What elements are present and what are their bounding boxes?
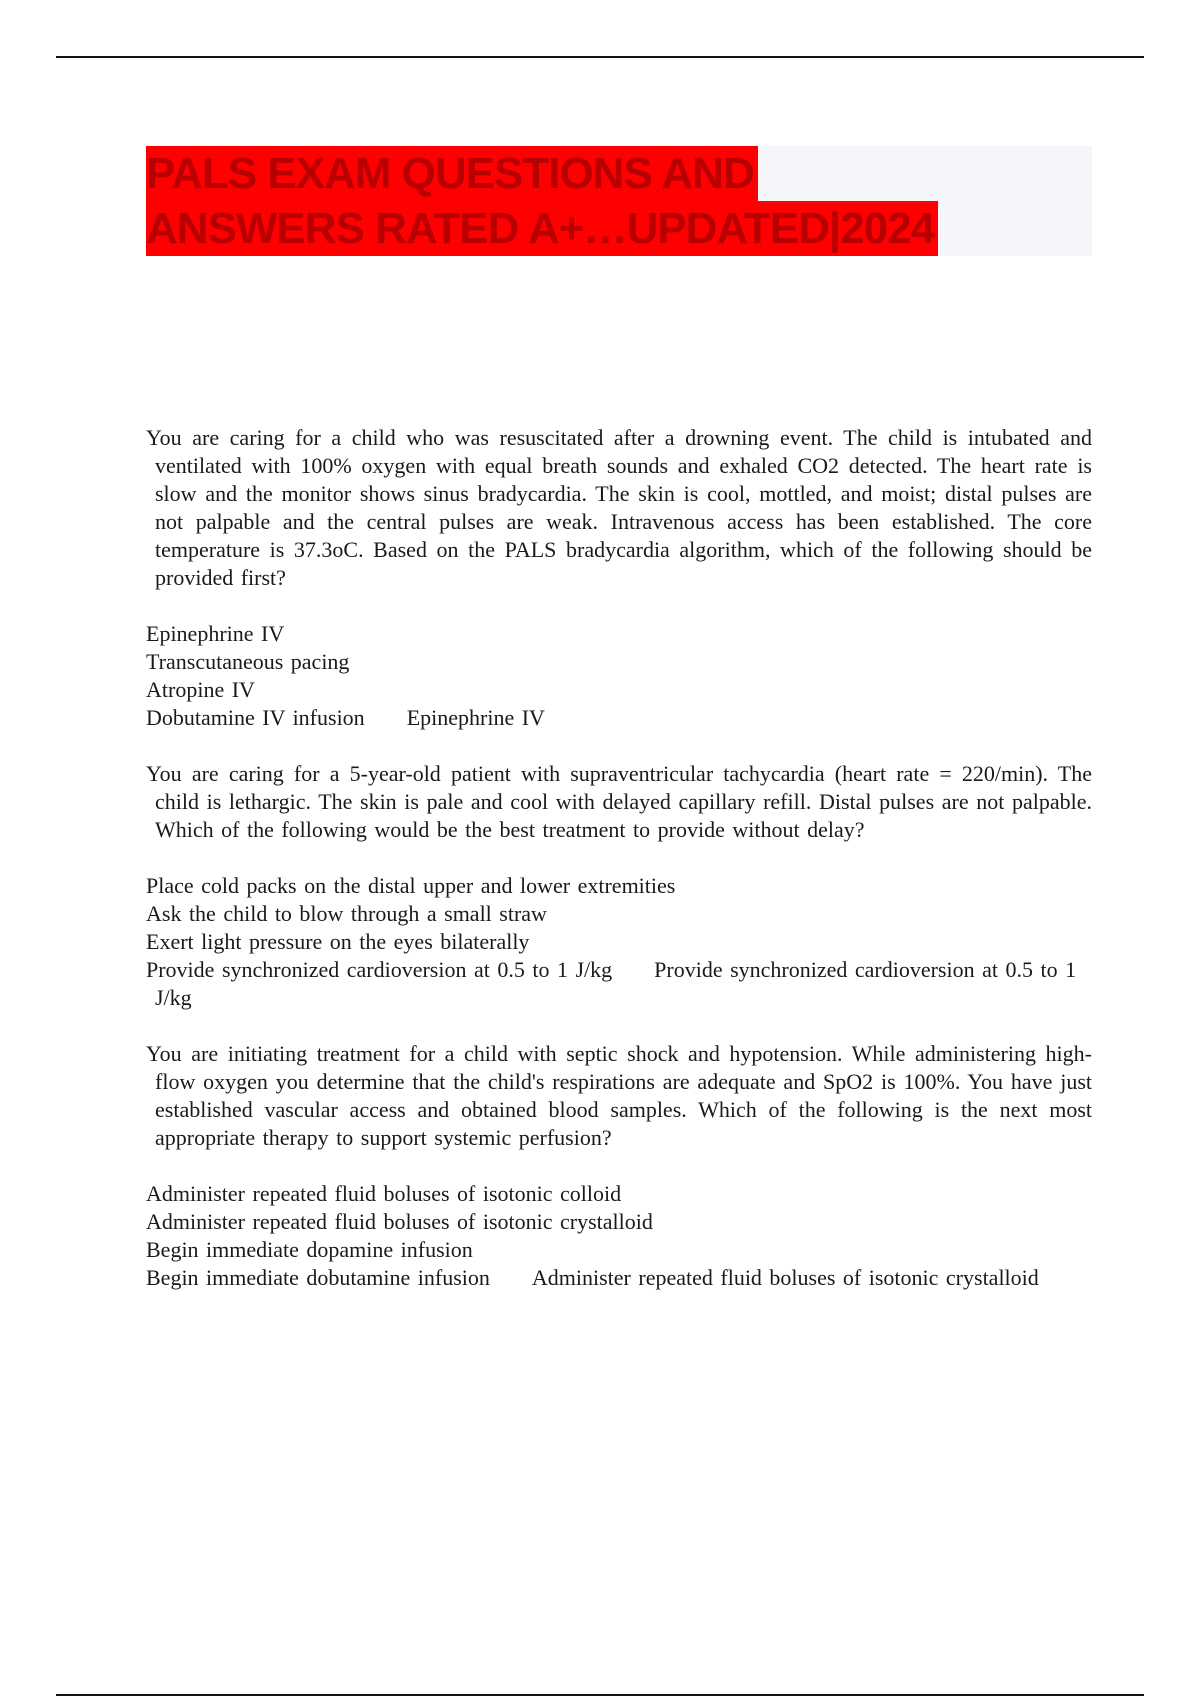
option: Dobutamine IV infusion: [146, 705, 365, 730]
option: Administer repeated fluid boluses of isotonic crystalloid: [146, 1209, 653, 1234]
correct-answer: Epinephrine IV: [406, 705, 545, 730]
option: Exert light pressure on the eyes bilaterally: [146, 929, 530, 954]
option: Epinephrine IV: [146, 621, 285, 646]
correct-answer: Administer repeated fluid boluses of isotonic crystalloid: [531, 1265, 1039, 1290]
option: Administer repeated fluid boluses of isotonic colloid: [146, 1181, 622, 1206]
option: Place cold packs on the distal upper and lower extremities: [146, 873, 676, 898]
document-title-line-2: ANSWERS RATED A+…UPDATED|2024: [146, 201, 938, 256]
option-with-answer: [146, 1264, 1092, 1292]
document-body: [146, 424, 1092, 1320]
header-rule: [56, 56, 1144, 58]
question-text: You are caring for a child who was resuscitated after a drowning event. The child is intubated and ventilated with 100% oxygen with equal breath sounds and exhaled CO2 detected. The heart rate is slow and the monitor shows sinus bradycardia. The skin is cool, mottled, and moist; distal pulses are not palpable and the central pulses are weak. Intravenous access has been established. The core temperature is 37.3oC. Based on the PALS bradycardia algorithm, which of the following should be provided first?: [146, 425, 1092, 590]
option: Begin immediate dopamine infusion: [146, 1237, 473, 1262]
question-text: You are caring for a 5-year-old patient with supraventricular tachycardia (heart rate = 220/min). The child is lethargic. The skin is pale and cool with delayed capillary refill. Distal pulses are not palpable. Which of the following would be the best treatment to provide without delay?: [146, 761, 1092, 842]
option-with-answer: [146, 704, 1092, 732]
answer-options: [146, 872, 1092, 1012]
option: Provide synchronized cardioversion at 0.5 to 1 J/kg: [146, 957, 613, 982]
document-title-line-1: PALS EXAM QUESTIONS AND: [146, 146, 758, 201]
option: Ask the child to blow through a small straw: [146, 901, 547, 926]
option: Begin immediate dobutamine infusion: [146, 1265, 490, 1290]
footer-rule: [56, 1694, 1144, 1696]
option: Atropine IV: [146, 677, 255, 702]
answer-options: [146, 620, 1092, 732]
correct-answer: Provide synchronized cardioversion at 0.5 to 1 J/kg: [155, 957, 1077, 1010]
option-with-answer: [146, 956, 1092, 1012]
option: Transcutaneous pacing: [146, 649, 350, 674]
question-text: You are initiating treatment for a child with septic shock and hypotension. While administering high-flow oxygen you determine that the child's respirations are adequate and SpO2 is 100%. You have just established vascular access and obtained blood samples. Which of the following is the next most appropriate therapy to support systemic perfusion?: [146, 1041, 1092, 1150]
answer-options: [146, 1180, 1092, 1292]
